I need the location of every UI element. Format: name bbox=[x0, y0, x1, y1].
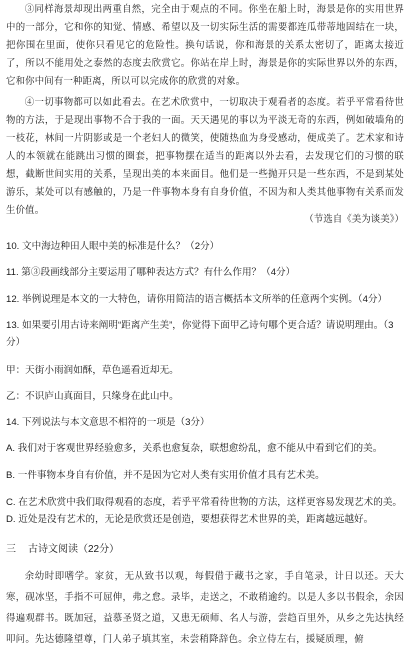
option-b: B. 一件事物本身自有价值，并不是因为它对人类有实用价值才具有艺术美。 bbox=[6, 470, 325, 481]
section-title: 古诗文阅读（22分） bbox=[28, 544, 120, 555]
question-11: 11. 第③段画线部分主要运用了哪种表达方式？有什么作用？（4分） bbox=[6, 267, 296, 278]
poem-b: 乙：不识庐山真面目，只缘身在此山中。 bbox=[6, 391, 179, 402]
question-10: 10. 文中海边种田人眼中美的标准是什么？（2分） bbox=[6, 241, 220, 252]
option-d: D. 近处是没有艺术的，无论是欣赏还是创造，要想获得艺术世界的美，距离越远越好。 bbox=[6, 514, 374, 525]
passage-paragraph-3: ③同样海景却现出两重自然，完全由于观点的不同。你坐在船上时，海景是你的实用世界中的一部分，它和你的知觉、情感、希望以及一切实际生活的需要都连瓜带蒂地固结在一块，把你围在里面，使你只看见它的危险性。换句话说，你和海景的关系太密切了，距离太接近了，所以不能用处之泰然的态度去欣赏它。你站在岸上时，海景是你的实际世界以外的东西，它和你中间有一种距离，所以可以完成你的欣赏的对象。 bbox=[6, 4, 404, 87]
classical-passage: 余幼时即嗜学。家贫，无从致书以观，每假借于藏书之家，手自笔录，计日以还。天大寒，砚冰坚，手指不可屈伸，弗之怠。录毕，走送之，不敢稍逾约。以是人多以书假余，余因得遍观群书。既加冠，益慕圣贤之道，又患无硕师、名人与游，尝趋百里外，从乡之先达执经叩问。先达德隆望尊，门人弟子填其室，未尝稍降辞色。余立侍左右，援疑质理，俯 bbox=[6, 571, 404, 645]
question-13: 13. 如果要引用古诗来阐明“距离产生美”，你觉得下面甲乙诗句哪个更合适？请说明理由。（3分） bbox=[6, 320, 394, 348]
section-heading bbox=[6, 540, 119, 555]
option-a: A. 我们对于客观世界经验愈多，关系也愈复杂，联想愈纷乱，愈不能从中看到它们的美。 bbox=[6, 443, 383, 454]
section-number: 三 bbox=[6, 544, 16, 555]
poem-a: 甲：天街小雨润如酥，草色遥看近却无。 bbox=[6, 365, 179, 376]
passage-paragraph-4: ④一切事物都可以如此看去。在艺术欣赏中，一切取决于观看者的态度。若乎平常看待世物的方法，于是现出事物不合于我的一面。天天遇见的事以为平淡无奇的东西，例如破墙角的一枝花，林间一片阴影或是一个老妇人的微笑，使随热血为身受感动，便成美了。艺术家和诗人的本领就在能跳出习惯的圈套，把事物摆在适当的距离以外去看，去发现它们的习惯的联想，截断世间实用的关系，呈现出美的本来面目。他们是一些抛开只是一些东西，不是到某处游乐，某处可以有感触的，乃是一件事物本身有自身价值，不因为和人类其他事物有关系而发生价值。 bbox=[6, 97, 404, 216]
option-c: C. 在艺术欣赏中我们取得观看的态度，若乎平常看待世物的方法，这样更容易发现艺术的美。 bbox=[6, 497, 403, 508]
question-12: 12. 举例说理是本文的一大特色，请你用简洁的语言概括本文所举的任意两个实例。（4分） bbox=[6, 294, 388, 305]
passage-source: （节选自《美为谈美》） bbox=[304, 214, 404, 225]
question-14: 14. 下列说法与本文意思不相符的一项是（3分） bbox=[6, 417, 210, 428]
